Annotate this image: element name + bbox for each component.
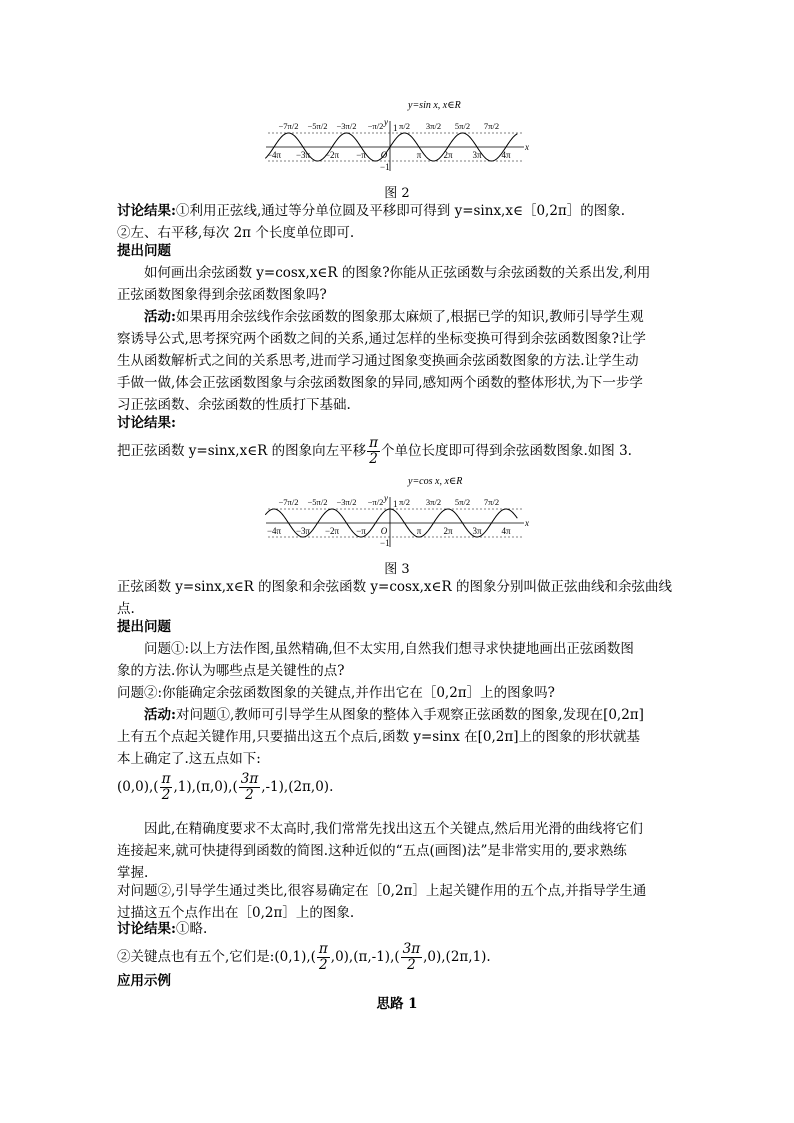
paragraph-shift: ②左、右平移,每次 2π 个长度单位即可. xyxy=(117,225,355,241)
top-tick-label: −5π/2 xyxy=(307,121,328,131)
bottom-tick-label: 4π xyxy=(501,526,511,536)
y-tick-1: 1 xyxy=(393,499,398,509)
heading-discussion-result: 讨论结果: xyxy=(117,415,176,431)
top-tick-label: 3π/2 xyxy=(425,497,442,507)
top-tick-label: 3π/2 xyxy=(425,121,442,131)
five-point-method-line-3: 掌握. xyxy=(117,865,149,881)
x-axis-letter: x xyxy=(525,518,529,528)
bottom-tick-label: 2π xyxy=(443,150,453,160)
activity-line-2: 察诱导公式,思考探究两个函数之间的关系,通过怎样的坐标变换可得到余弦函数图象?让学 xyxy=(117,331,646,347)
top-tick-labels xyxy=(279,121,500,131)
fraction: $\frac{\pi}{2}$ xyxy=(318,941,328,973)
activity-head: 活动: xyxy=(144,707,176,723)
y-axis-letter: y xyxy=(384,117,388,127)
graph-label: y=cos x, x∈R xyxy=(408,476,463,487)
bottom-tick-label: −2π xyxy=(324,526,340,536)
activity-line-3: 生从函数解析式之间的关系思考,进而学习通过图象变换画余弦函数图象的方法.让学生动 xyxy=(117,353,639,369)
shift-post: 个单位长度即可得到余弦函数图象.如图 3. xyxy=(381,443,632,459)
bottom-tick-label: −4π xyxy=(266,526,282,536)
question-1-line-2: 象的方法.你认为哪些点是关键性的点? xyxy=(117,663,345,679)
bottom-tick-label: 3π xyxy=(472,526,482,536)
five-points-sine: (0,0),( $\frac{\pi}{2}$ ,1),(π,0),( $\frac{3\pi}{2}$ ,-1),(2π,0). xyxy=(117,771,334,803)
activity-2-line-2: 上有五个点起关键作用,只要描出这五个点后,函数 y=sinx 在[0,2π]上的图象的形状就基 xyxy=(117,729,641,745)
bottom-tick-label: −π xyxy=(356,150,366,160)
top-tick-label: −3π/2 xyxy=(336,497,357,507)
top-tick-label: −5π/2 xyxy=(307,497,328,507)
shift-pre: 把正弦函数 y=sinx,x∈R 的图象向左平移 xyxy=(117,443,367,459)
graph-label: y=sin x, x∈R xyxy=(408,100,461,111)
bottom-tick-label: −3π xyxy=(295,526,311,536)
top-tick-label: 5π/2 xyxy=(454,121,471,131)
y-tick-1: 1 xyxy=(393,123,398,133)
bottom-tick-label: 2π xyxy=(443,526,453,536)
bottom-tick-label: 4π xyxy=(501,150,511,160)
activity-text: 如果再用余弦线作余弦函数的图象那太麻烦了,根据已学的知识,教师引导学生观 xyxy=(175,309,644,325)
bottom-tick-label: −π xyxy=(356,526,366,536)
y-tick-minus1: −1 xyxy=(380,162,390,172)
top-tick-label: −π/2 xyxy=(367,121,384,131)
top-tick-label: π/2 xyxy=(399,121,410,131)
shift-sentence xyxy=(117,436,677,467)
question-line-1: 如何画出余弦函数 y=cosx,x∈R 的图象?你能从正弦函数与余弦函数的关系出发,利用 xyxy=(144,265,651,281)
top-tick-labels xyxy=(279,497,500,507)
top-tick-label: −7π/2 xyxy=(278,121,299,131)
discussion-head: 讨论结果: xyxy=(117,203,176,219)
activity-line-4: 手做一做,体会正弦函数图象与余弦函数图象的异同,感知两个函数的整体形状,为下一步学 xyxy=(117,375,643,391)
discussion-text: ①利用正弦线,通过等分单位圆及平移即可得到 y=sinx,x∈［0,2π］的图象. xyxy=(175,203,626,219)
heading-raise-question-2: 提出问题 xyxy=(117,619,171,635)
activity-line-5: 习正弦函数、余弦函数的性质打下基础. xyxy=(117,397,351,413)
discussion-head: 讨论结果: xyxy=(117,921,176,937)
top-tick-label: 7π/2 xyxy=(483,121,500,131)
sine-graph-figure xyxy=(262,97,532,175)
fraction-pi-over-2: $\frac{\pi}{2}$ xyxy=(369,435,379,467)
question-line-2: 正弦函数图象得到余弦函数图象吗? xyxy=(117,287,327,303)
five-point-method-line-1: 因此,在精确度要求不太高时,我们常常先找出这五个关键点,然后用光滑的曲线将它们 xyxy=(144,821,643,837)
five-points-cosine: ②关键点也有五个,它们是:(0,1),( $\frac{\pi}{2}$ ,0),(π,-1),( $\frac{3\pi}{2}$ ,0),(2π,1). xyxy=(117,941,491,973)
bottom-tick-label: π xyxy=(416,526,422,536)
top-tick-label: −3π/2 xyxy=(336,121,357,131)
top-tick-label: −π/2 xyxy=(367,497,384,507)
bottom-tick-label: −4π xyxy=(266,150,282,160)
bottom-tick-label: O xyxy=(380,150,388,160)
y-axis-letter: y xyxy=(384,493,388,503)
fraction: $\frac{\pi}{2}$ xyxy=(161,771,171,803)
top-tick-label: π/2 xyxy=(399,497,410,507)
bottom-tick-label: 3π xyxy=(472,150,482,160)
fraction: $\frac{3\pi}{2}$ xyxy=(402,941,421,973)
y-tick-minus1: −1 xyxy=(380,538,390,548)
question-1-line-1: 问题①:以上方法作图,虽然精确,但不太实用,自然我们想寻求快捷地画出正弦函数图 xyxy=(144,641,634,657)
heading-approach-1: 思路 1 xyxy=(376,996,418,1012)
activity-head: 活动: xyxy=(144,309,176,325)
five-point-method-line-2: 连接起来,就可快捷得到函数的简图.这种近似的“五点(画图)法”是非常实用的,要求熟练 xyxy=(117,843,627,859)
top-tick-label: 5π/2 xyxy=(454,497,471,507)
heading-raise-question: 提出问题 xyxy=(117,243,171,259)
bottom-tick-label: O xyxy=(380,526,388,536)
x-axis-letter: x xyxy=(525,142,529,152)
bottom-tick-label: π xyxy=(416,150,422,160)
discussion-result-2 xyxy=(117,918,677,940)
bottom-tick-labels xyxy=(267,150,511,160)
discussion-result-1 xyxy=(117,200,677,222)
activity-2-line-1 xyxy=(117,704,704,726)
activity-line-1 xyxy=(117,306,704,328)
bottom-tick-labels xyxy=(267,526,511,536)
cosine-graph-figure xyxy=(262,473,532,551)
bottom-tick-label: −2π xyxy=(324,150,340,160)
discussion-text: ①略. xyxy=(175,921,208,937)
top-tick-label: 7π/2 xyxy=(483,497,500,507)
fraction: $\frac{3\pi}{2}$ xyxy=(240,771,259,803)
curve-names-line-1: 正弦函数 y=sinx,x∈R 的图象和余弦函数 y=cosx,x∈R 的图象分别叫做正弦曲线和余弦曲线 xyxy=(117,579,672,595)
figure-3-caption: 图 3 xyxy=(384,562,410,577)
curve-names-line-2: 点. xyxy=(117,601,135,617)
figure-2-caption: 图 2 xyxy=(384,186,410,201)
question-2-answer-line-1: 对问题②,引导学生通过类比,很容易确定在［0,2π］上起关键作用的五个点,并指导学生通 xyxy=(117,883,647,899)
top-tick-label: −7π/2 xyxy=(278,497,299,507)
activity-text: 对问题①,教师可引导学生从图象的整体入手观察正弦函数的图象,发现在[0,2π] xyxy=(175,707,644,723)
bottom-tick-label: −3π xyxy=(295,150,311,160)
activity-2-line-3: 本上确定了.这五点如下: xyxy=(117,751,261,767)
heading-application-examples: 应用示例 xyxy=(117,973,171,989)
question-2-answer-line-2: 过描这五个点作出在［0,2π］上的图象. xyxy=(117,905,355,921)
question-2: 问题②:你能确定余弦函数图象的关键点,并作出它在［0,2π］上的图象吗? xyxy=(117,685,555,701)
